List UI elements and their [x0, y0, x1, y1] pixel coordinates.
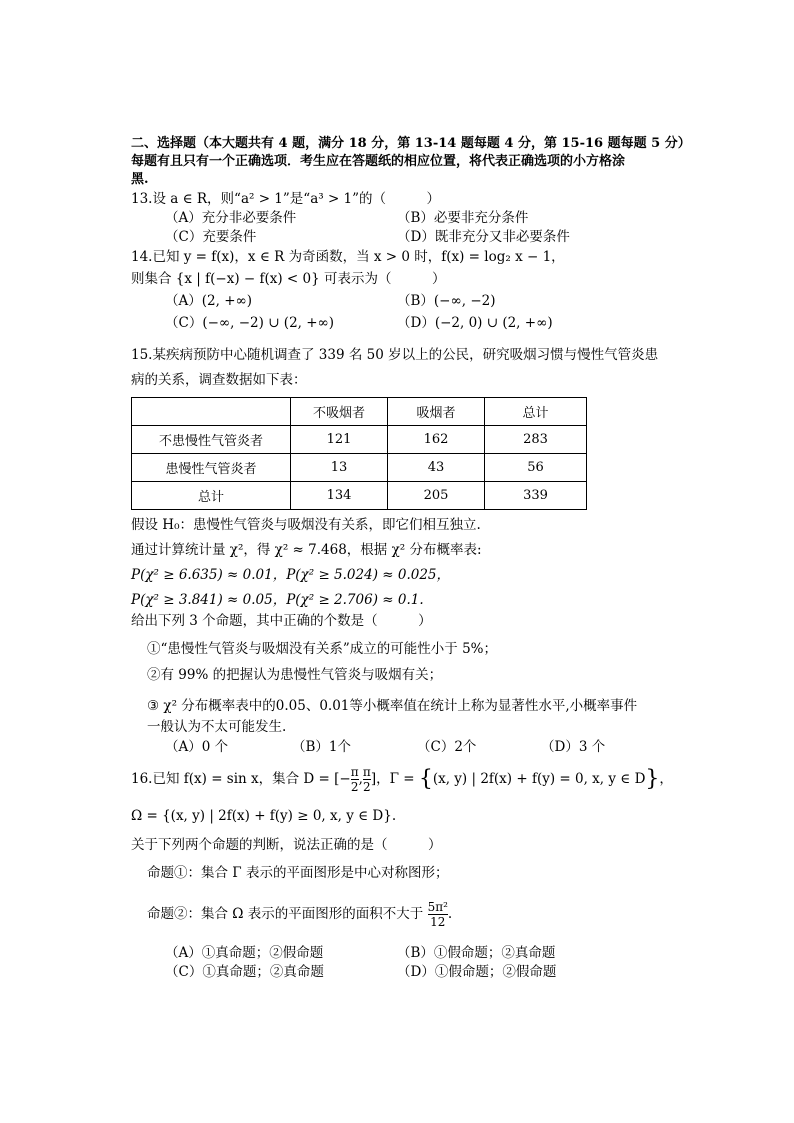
q16-omega-set: Ω = {(x, y) | 2f(x) + f(y) ≥ 0, x, y ∈ D}.	[131, 808, 397, 824]
q14-option-c: （C）(−∞, −2) ∪ (2, +∞)	[165, 315, 335, 331]
q14-option-a: （A）(2, +∞)	[165, 293, 253, 309]
table-cell: 121	[291, 426, 388, 454]
table-row	[132, 454, 587, 482]
q16-option-d: （D）①假命题；②假命题	[397, 964, 557, 980]
fraction-numerator: π	[350, 765, 359, 779]
q15-probability-line1: P(χ² ≥ 6.635) ≈ 0.01，P(χ² ≥ 5.024) ≈ 0.025，	[131, 567, 450, 583]
right-brace: }	[645, 766, 660, 792]
q15-claim-3-line1: ③ χ² 分布概率表中的0.05、0.01等小概率值在统计上称为显著性水平,小概率事件	[147, 698, 638, 714]
q15-calculation: 通过计算统计量 χ²，得 χ² ≈ 7.468，根据 χ² 分布概率表:	[131, 542, 482, 558]
table-cell: 205	[388, 482, 485, 510]
fraction-denominator: 12	[428, 914, 448, 929]
fraction-denominator: 2	[350, 780, 359, 794]
q15-question: 给出下列 3 个命题，其中正确的个数是（ ）	[131, 613, 432, 629]
q15-option-a: （A）0 个	[165, 739, 229, 755]
table-header-cell: 不吸烟者	[291, 398, 388, 426]
q13-option-a: （A）充分非必要条件	[165, 210, 297, 226]
table-cell: 283	[485, 426, 587, 454]
q16-stem: 16.已知 f(x) = sin x，集合 D = [− $\frac{\pi}{2}$ , $\frac{\pi}{2}$ ]，Γ = {(x, y) | 2f(x) + f(y) = 0, x, y ∈ D}，	[131, 765, 673, 794]
q16-stem-start: 16.已知 f(x) = sin x，集合 D = [−	[131, 771, 351, 787]
section-heading: 二、选择题（本大题共有 4 题，满分 18 分，第 13-14 题每题 4 分，第 15-16 题每题 5 分）	[131, 136, 691, 151]
q13-option-b: （B）必要非充分条件	[397, 210, 529, 226]
q16-option-a: （A）①真命题；②假命题	[165, 945, 324, 961]
q16-question: 关于下列两个命题的判断，说法正确的是（ ）	[131, 837, 442, 853]
q16-proposition-2: 命题②：集合 Ω 表示的平面图形的面积不大于 $\frac{\text{5π²}}{12}$ .	[147, 900, 453, 929]
section-instructions: 每题有且只有一个正确选项．考生应在答题纸的相应位置，将代表正确选项的小方格涂	[131, 154, 626, 169]
fraction-denominator: 2	[363, 780, 371, 794]
q15-stem-line2: 病的关系，调查数据如下表：	[131, 372, 307, 388]
table-header-row	[132, 398, 587, 426]
q15-hypothesis: 假设 H₀：患慢性气管炎与吸烟没有关系，即它们相互独立.	[131, 517, 481, 533]
q13-option-d: （D）既非充分又非必要条件	[397, 229, 570, 245]
area-bound-fraction	[428, 900, 448, 929]
table-cell: 339	[485, 482, 587, 510]
q13-stem: 13.设 a ∈ R，则“a² > 1”是“a³ > 1”的（ ）	[131, 191, 441, 207]
table-header-cell	[132, 398, 291, 426]
left-brace: {	[418, 766, 433, 792]
q16-option-c: （C）①真命题；②真命题	[165, 964, 324, 980]
table-cell: 162	[388, 426, 485, 454]
q15-claim-1: ①“患慢性气管炎与吸烟没有关系”成立的可能性小于 5%；	[147, 641, 498, 657]
table-row-label: 不患慢性气管炎者	[132, 426, 291, 454]
table-cell: 43	[388, 454, 485, 482]
table-cell: 56	[485, 454, 587, 482]
table-row	[132, 482, 587, 510]
section-instructions-end: 黑.	[131, 172, 149, 187]
table-cell: 13	[291, 454, 388, 482]
q13-option-c: （C）充要条件	[165, 229, 257, 245]
table-row-label: 总计	[132, 482, 291, 510]
q16-proposition-1: 命题①：集合 Γ 表示的平面图形是中心对称图形；	[147, 865, 449, 881]
table-row	[132, 426, 587, 454]
q15-claim-2: ②有 99% 的把握认为患慢性气管炎与吸烟有关；	[147, 667, 443, 683]
table-header-cell: 吸烟者	[388, 398, 485, 426]
fraction-numerator: 5π²	[427, 900, 448, 914]
pi-over-two-fraction	[351, 765, 359, 794]
pi-over-two-fraction	[363, 765, 371, 794]
q15-stem-line1: 15.某疾病预防中心随机调查了 339 名 50 岁以上的公民，研究吸烟习惯与慢性气管炎患	[131, 347, 659, 363]
q16-proposition-2-text: 命题②：集合 Ω 表示的平面图形的面积不大于	[147, 906, 424, 922]
table-header-cell: 总计	[485, 398, 587, 426]
survey-table	[131, 397, 587, 510]
q14-option-b: （B）(−∞, −2)	[397, 293, 496, 309]
q14-stem-line2: 则集合 {x | f(−x) − f(x) < 0} 可表示为（ ）	[131, 271, 446, 287]
fraction-numerator: π	[362, 765, 371, 779]
table-row-label: 患慢性气管炎者	[132, 454, 291, 482]
q16-stem-gamma: ]，Γ =	[370, 771, 419, 787]
q16-option-b: （B）①假命题；②真命题	[397, 945, 556, 961]
q15-option-b: （B）1个	[292, 739, 352, 755]
q14-stem-line1: 14.已知 y = f(x)，x ∈ R 为奇函数，当 x > 0 时，f(x) = log₂ x − 1，	[131, 249, 565, 265]
q14-option-d: （D）(−2, 0) ∪ (2, +∞)	[397, 315, 553, 331]
q15-option-d: （D）3 个	[541, 739, 606, 755]
q15-option-c: （C）2个	[417, 739, 477, 755]
q16-gamma-set: (x, y) | 2f(x) + f(y) = 0, x, y ∈ D	[432, 771, 646, 787]
table-cell: 134	[291, 482, 388, 510]
q15-claim-3-line2: 一般认为不太可能发生.	[147, 719, 287, 735]
q15-probability-line2: P(χ² ≥ 3.841) ≈ 0.05，P(χ² ≥ 2.706) ≈ 0.1.	[131, 592, 424, 608]
